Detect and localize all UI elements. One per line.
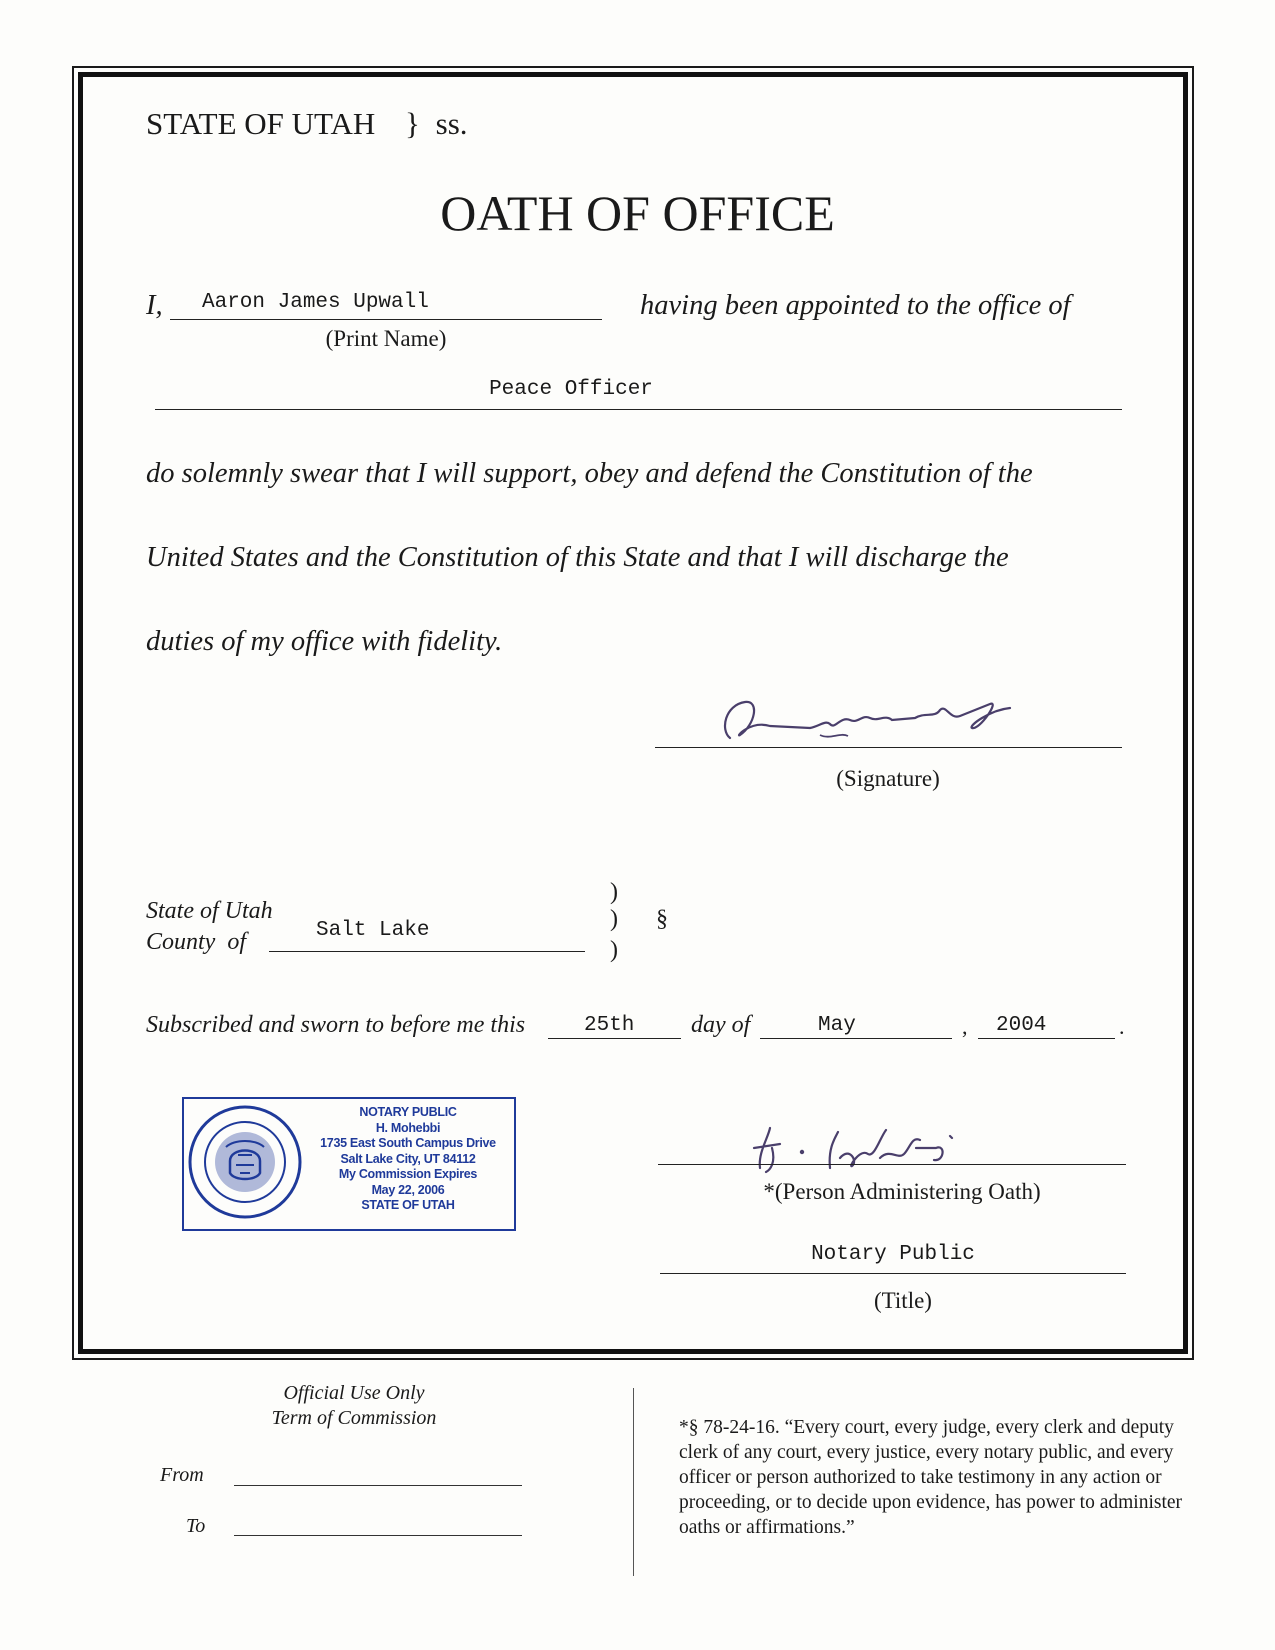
oath-body-line-2: United States and the Constitution of this State and that I will discharge the [146,542,1009,573]
day-line [548,1038,681,1039]
statute-note: *§ 78-24-16. “Every court, every judge, every clerk and deputy clerk of any court, every justice, every notary public, and every officer or person authorized to take testimony in any action or proceeding, or to decide upon evidence, has power to administer oaths or affirmations.” [679,1417,1183,1538]
day-value: 25th [584,1014,635,1037]
notary-signature [740,1118,990,1178]
venue-county-label [146,929,246,956]
brace: } [405,106,420,141]
oath-body-line-3: duties of my office with fidelity. [146,626,503,657]
subscribed-text: Subscribed and sworn to before me this [146,1012,526,1038]
stamp-line: NOTARY PUBLIC [359,1105,457,1119]
to-label: To [186,1515,206,1537]
state-header [146,106,468,142]
ss-abbrev: ss. [435,106,468,141]
notary-stamp-text [308,1105,508,1214]
state-name: STATE OF UTAH [146,106,376,141]
from-label: From [160,1464,204,1486]
stamp-line: My Commission Expires [338,1167,478,1181]
section-symbol: § [656,906,668,932]
venue-state: State of Utah [146,898,273,924]
stamp-line: May 22, 2006 [371,1182,445,1197]
signature-line [655,747,1122,748]
office-value: Peace Officer [489,378,653,401]
page-title: OATH OF OFFICE [440,185,835,241]
from-line [234,1485,522,1486]
officer-signature [700,690,1040,750]
title-line [660,1273,1126,1274]
stamp-line: STATE OF UTAH [361,1198,455,1212]
stamp-line: 1735 East South Campus Drive [320,1136,496,1150]
administering-caption: *(Person Administering Oath) [763,1179,1041,1204]
venue-paren-3: ) [610,937,618,963]
stamp-line: H. Mohebbi [375,1120,441,1135]
footer-divider [633,1388,634,1576]
year-value: 2004 [996,1014,1047,1037]
county-word: County [146,929,216,955]
month-value: May [818,1014,856,1037]
year-line [978,1038,1115,1039]
appointed-text: having been appointed to the office of [640,290,1071,321]
print-name-line [170,319,602,320]
signature-caption: (Signature) [836,766,940,791]
venue-paren-2: ) [610,906,618,932]
term-of-commission-heading: Term of Commission [271,1407,437,1429]
title-caption: (Title) [874,1288,932,1313]
day-of-text: day of [691,1012,751,1038]
year-comma: , [962,1014,968,1039]
county-of: of [227,929,246,955]
administering-line [658,1164,1126,1165]
county-value: Salt Lake [316,919,430,942]
official-use-heading: Official Use Only [283,1382,425,1404]
county-line [269,951,585,952]
name-prefix: I, [146,290,163,321]
office-line [155,409,1122,410]
oath-body-line-1: do solemnly swear that I will support, obey and defend the Constitution of the [146,458,1033,489]
title-value: Notary Public [811,1243,975,1266]
notary-stamp [182,1097,516,1231]
month-line [760,1038,952,1039]
print-name-value: Aaron James Upwall [202,291,429,314]
to-line [234,1535,522,1536]
utah-seal-icon [186,1103,304,1221]
end-period: . [1119,1014,1125,1039]
venue-paren-1: ) [610,879,618,905]
print-name-caption: (Print Name) [325,326,447,351]
stamp-line: Salt Lake City, UT 84112 [340,1151,476,1166]
